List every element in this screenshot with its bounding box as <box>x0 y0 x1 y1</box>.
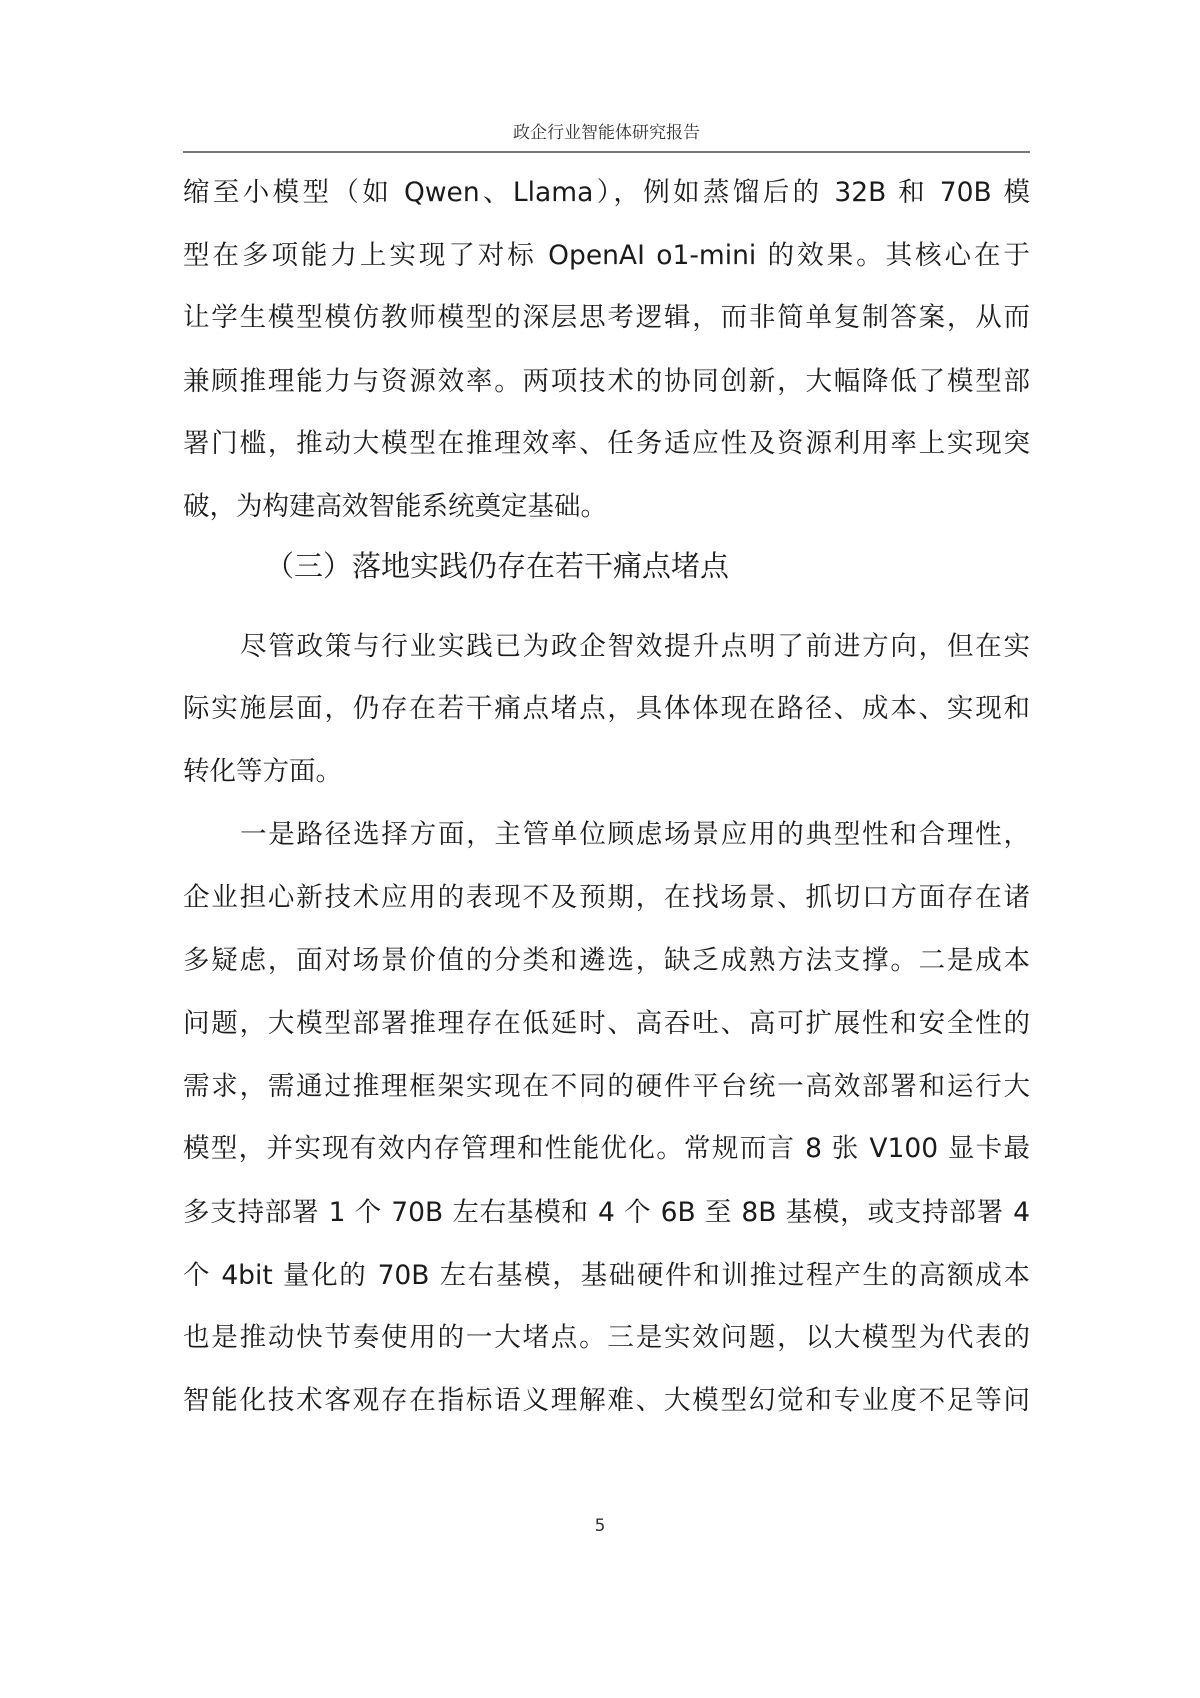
header-divider <box>183 151 1030 153</box>
running-header: 政企行业智能体研究报告 <box>513 123 700 143</box>
body-line: 破，为构建高效智能系统奠定基础。 <box>183 491 607 522</box>
body-line: 际实施层面，仍存在若干痛点堵点，具体体现在路径、成本、实现和 <box>183 693 1030 724</box>
body-line: 型在多项能力上实现了对标 OpenAI o1-mini 的效果。其核心在于 <box>183 240 1030 271</box>
body-line: 需求，需通过推理框架实现在不同的硬件平台统一高效部署和运行大 <box>183 1071 1030 1102</box>
body-line: 多支持部署 1 个 70B 左右基模和 4 个 6B 至 8B 基模，或支持部署 4 <box>183 1197 1030 1228</box>
body-line: 署门槛，推动大模型在推理效率、任务适应性及资源利用率上实现突 <box>183 428 1030 459</box>
page-number: 5 <box>594 1516 606 1536</box>
body-line: 兼顾推理能力与资源效率。两项技术的协同创新，大幅降低了模型部 <box>183 366 1030 397</box>
body-line: 转化等方面。 <box>183 756 342 787</box>
body-line: 一是路径选择方面，主管单位顾虑场景应用的典型性和合理性， <box>240 819 1030 850</box>
body-line: 让学生模型模仿教师模型的深层思考逻辑，而非简单复制答案，从而 <box>183 302 1030 333</box>
section-heading: （三）落地实践仍存在若干痛点堵点 <box>265 549 730 583</box>
body-line: 个 4bit 量化的 70B 左右基模，基础硬件和训推过程产生的高额成本 <box>183 1260 1030 1291</box>
body-line: 也是推动快节奏使用的一大堵点。三是实效问题，以大模型为代表的 <box>183 1322 1030 1353</box>
body-line: 企业担心新技术应用的表现不及预期，在找场景、抓切口方面存在诸 <box>183 882 1030 913</box>
body-line: 缩至小模型（如 Qwen、Llama），例如蒸馏后的 32B 和 70B 模 <box>183 177 1030 208</box>
body-line: 多疑虑，面对场景价值的分类和遴选，缺乏成熟方法支撑。二是成本 <box>183 945 1030 976</box>
body-line: 智能化技术客观存在指标语义理解难、大模型幻觉和专业度不足等问 <box>183 1385 1030 1416</box>
body-line: 问题，大模型部署推理存在低延时、高吞吐、高可扩展性和安全性的 <box>183 1008 1030 1039</box>
body-line: 尽管政策与行业实践已为政企智效提升点明了前进方向，但在实 <box>240 631 1030 662</box>
body-line: 模型，并实现有效内存管理和性能优化。常规而言 8 张 V100 显卡最 <box>183 1133 1030 1164</box>
